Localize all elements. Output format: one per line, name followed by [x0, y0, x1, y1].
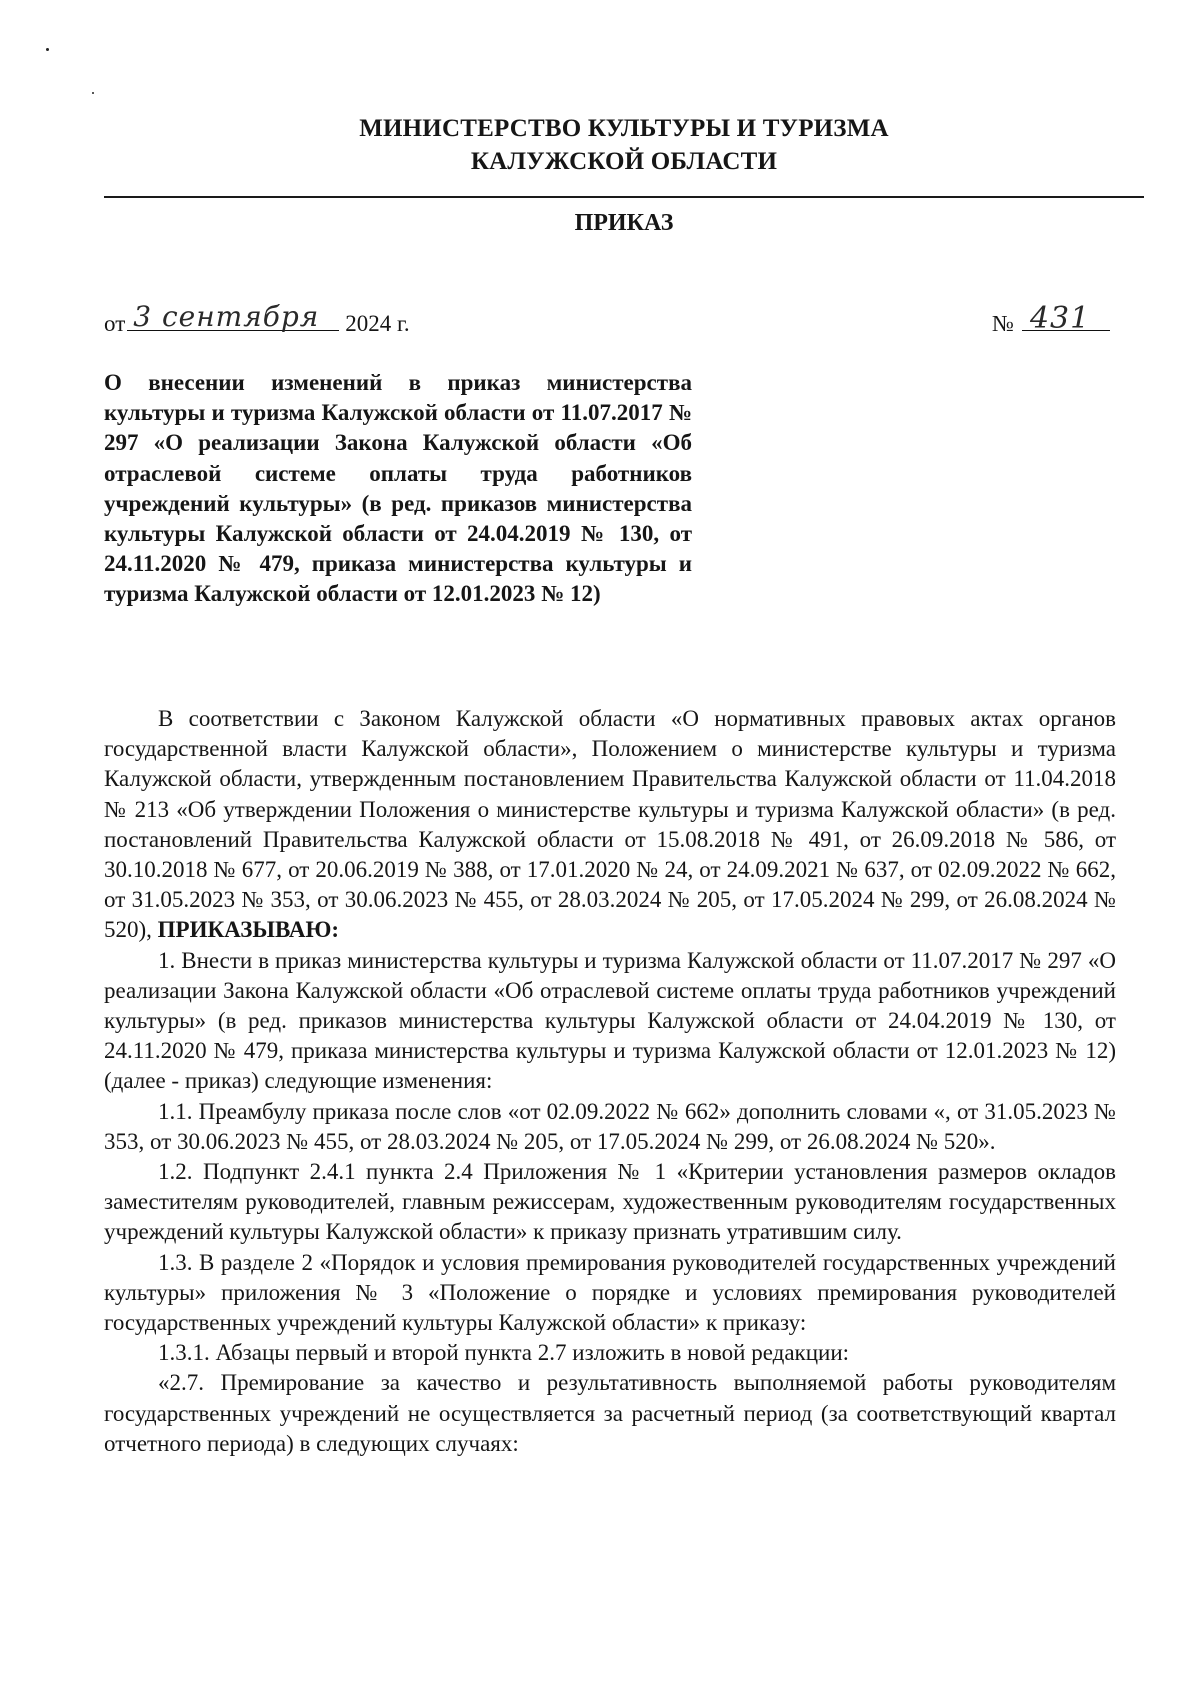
date-handwritten: 3 сентября: [133, 300, 320, 333]
number-handwritten: 431: [1029, 301, 1091, 336]
preamble-text: В соответствии с Законом Калужской области «О нормативных правовых актах органов государственной власти Калужской области», Положением о министерстве культуры и туризма Калужской области, утвержденным постановлением Правительства Калужской области от 11.04.2018 № 213 «Об утверждении Положения о министерстве культуры и туризма Калужской области» (в ред. постановлений Правительства Калужской области от 15.08.2018 № 491, от 26.09.2018 № 586, от 30.10.2018 № 677, от 20.06.2019 № 388, от 17.01.2020 № 24, от 24.09.2021 № 637, от 02.09.2022 № 662, от 31.05.2023 № 353, от 30.06.2023 № 455, от 28.03.2024 № 205, от 17.05.2024 № 299, от 26.08.2024 № 520),: [104, 706, 1116, 943]
order-word: ПРИКАЗЫВАЮ:: [157, 917, 339, 943]
preamble-paragraph: [104, 704, 1116, 946]
number-prefix: №: [992, 311, 1014, 336]
item-1-1: 1.1. Преамбулу приказа после слов «от 02.09.2022 № 662» дополнить словами «, от 31.05.2023 № 353, от 30.06.2023 № 455, от 28.03.2024 № 205, от 17.05.2024 № 299, от 26.08.2024 № 520».: [104, 1098, 1116, 1154]
document-type: ПРИКАЗ: [574, 210, 674, 236]
scan-speck: [46, 48, 49, 51]
order-body: [104, 704, 1116, 1459]
ministry-name-line2: КАЛУЖСКОЙ ОБЛАСТИ: [470, 148, 778, 175]
scan-speck: [92, 92, 94, 94]
ministry-header: [104, 112, 1144, 178]
item-1-3: 1.3. В разделе 2 «Порядок и условия премирования руководителей государственных учреждений культуры» приложения № 3 «Положение о порядке и условиях премирования руководителей государственных учреждений культуры Калужской области» к приказу:: [104, 1249, 1116, 1336]
item-1: 1. Внести в приказ министерства культуры и туризма Калужской области от 11.07.2017 № 297 «О реализации Закона Калужской области «Об отраслевой системе оплаты труда работников учреждений культуры» (в ред. приказов министерства культуры Калужской области от 24.04.2019 № 130, от 24.11.2020 № 479, приказа министерства культуры и туризма Калужской области от 12.01.2023 № 12) (далее - приказ) следующие изменения:: [104, 947, 1116, 1094]
date-prefix: от: [104, 311, 126, 336]
ministry-name-line1: МИНИСТЕРСТВО КУЛЬТУРЫ И ТУРИЗМА: [359, 115, 889, 142]
quote-2-7: «2.7. Премирование за качество и результативность выполняемой работы руководителям государственных учреждений не осуществляется за расчетный период (за соответствующий квартал отчетного периода) в следующих случаях:: [104, 1370, 1116, 1456]
number-handwritten-field: [1022, 300, 1110, 336]
number-line: [992, 300, 1110, 339]
date-line: [104, 300, 410, 339]
date-year: 2024 г.: [345, 311, 410, 336]
date-handwritten-field: [127, 300, 339, 331]
item-1-2: 1.2. Подпункт 2.4.1 пункта 2.4 Приложения № 1 «Критерии установления размеров окладов заместителям руководителей, главным режиссерам, художественным руководителям государственных учреждений культуры Калужской области» к приказу признать утратившим силу.: [104, 1159, 1116, 1245]
order-subject: О внесении изменений в приказ министерства культуры и туризма Калужской области от 11.07.2017 № 297 «О реализации Закона Калужской области «Об отраслевой системе оплаты труда работников учреждений культуры» (в ред. приказов министерства культуры Калужской области от 24.04.2019 № 130, от 24.11.2020 № 479, приказа министерства культуры и туризма Калужской области от 12.01.2023 № 12): [104, 370, 692, 607]
item-1-3-1: 1.3.1. Абзацы первый и второй пункта 2.7 изложить в новой редакции:: [158, 1340, 850, 1366]
header-divider: [104, 196, 1144, 198]
